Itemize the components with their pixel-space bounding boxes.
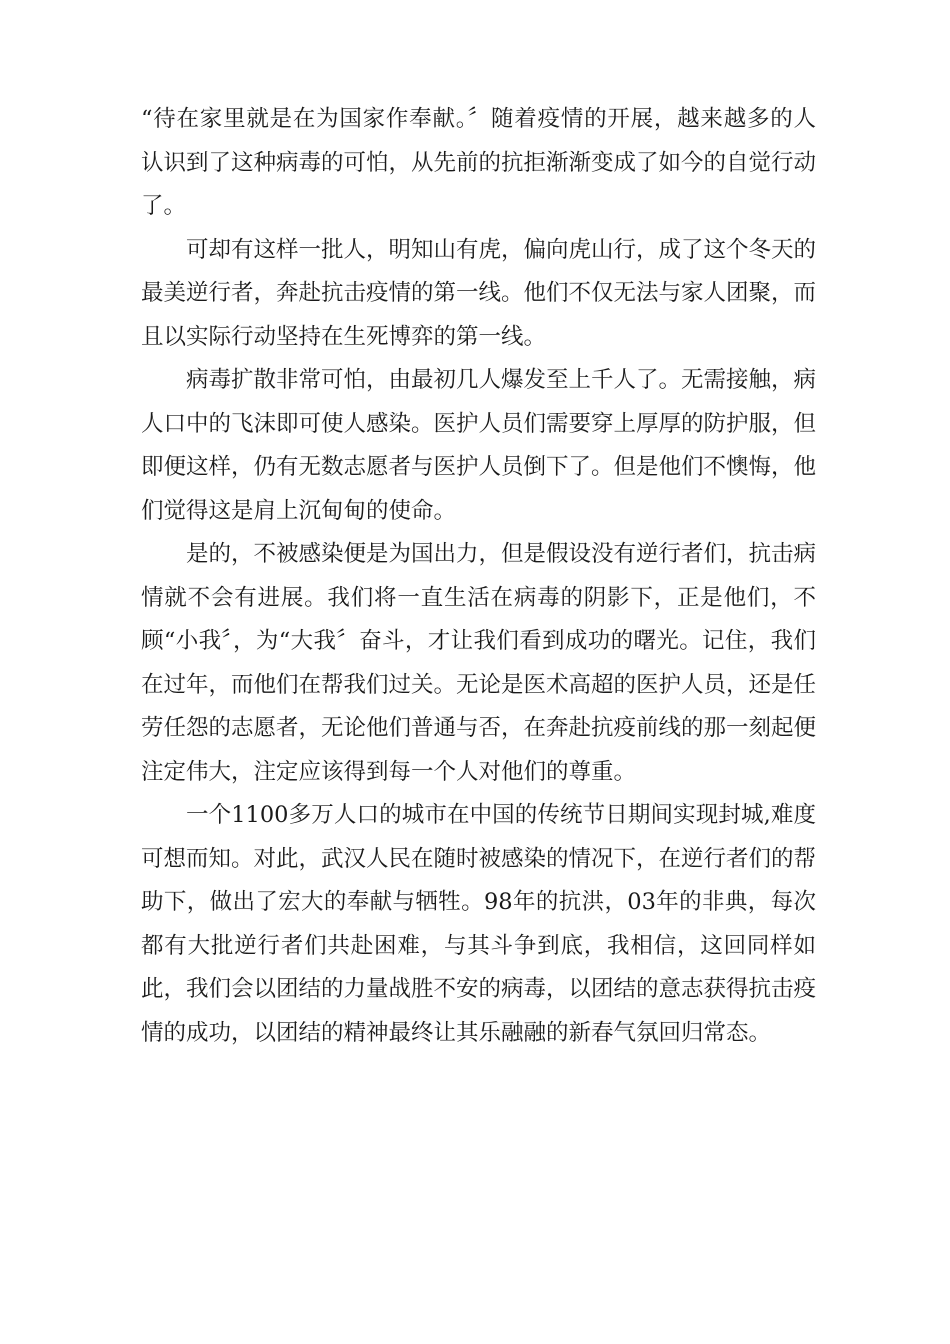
paragraph-3: 病毒扩散非常可怕，由最初几人爆发至上千人了。无需接触，病人口中的飞沫即可使人感染。医护人员们需要穿上厚厚的防护服，但即便这样，仍有无数志愿者与医护人员倒下了。但是他们不懊悔，他们觉得这是肩上沉甸甸的使命。 [141,367,817,524]
document-body [141,98,816,1055]
paragraph-1: “待在家里就是在为国家作奉献。〞随着疫情的开展，越来越多的人认识到了这种病毒的可怕，从先前的抗拒渐渐变成了如今的自觉行动了。 [141,106,817,219]
paragraph-5: 一个1100多万人口的城市在中国的传统节日期间实现封城,难度可想而知。对此，武汉人民在随时被感染的情况下，在逆行者们的帮助下，做出了宏大的奉献与牺牲。98年的抗洪，03年的非典，每次都有大批逆行者们共赴困难，与其斗争到底，我相信，这回同样如此，我们会以团结的力量战胜不安的病毒，以团结的意志获得抗击疫情的成功，以团结的精神最终让其乐融融的新春气氛回归常态。 [141,802,817,1046]
paragraph-4: 是的，不被感染便是为国出力，但是假设没有逆行者们，抗击病情就不会有进展。我们将一直生活在病毒的阴影下，正是他们，不顾“小我〞，为“大我〞奋斗，才让我们看到成功的曙光。记住，我们在过年，而他们在帮我们过关。无论是医术高超的医护人员，还是任劳任怨的志愿者，无论他们普通与否，在奔赴抗疫前线的那一刻起便注定伟大，注定应该得到每一个人对他们的尊重。 [141,541,817,785]
paragraph-2: 可却有这样一批人，明知山有虎，偏向虎山行，成了这个冬天的最美逆行者，奔赴抗击疫情的第一线。他们不仅无法与家人团聚，而且以实际行动坚持在生死博弈的第一线。 [141,236,817,350]
